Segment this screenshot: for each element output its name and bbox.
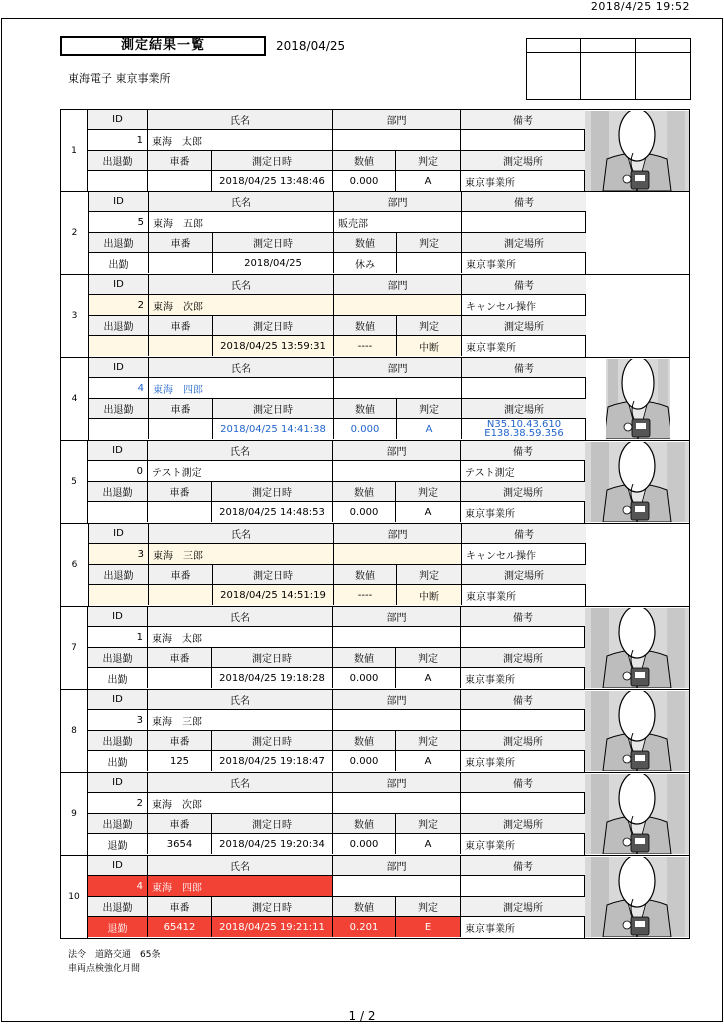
id-header: ID <box>88 110 148 130</box>
judgement-value: A <box>396 668 461 688</box>
judgement-header: 判定 <box>396 814 461 834</box>
name-value: 東海 次郎 <box>148 793 333 814</box>
photo-cell <box>585 773 689 855</box>
approval-stamp-box <box>526 38 691 100</box>
datetime-value: 2018/04/25 19:20:34 <box>212 834 333 854</box>
dept-value <box>333 627 461 648</box>
location-value: 東京事業所 <box>465 508 515 520</box>
record-number: 2 <box>61 192 89 274</box>
remarks-value <box>461 710 585 731</box>
report-title: 測定結果一覧 <box>60 36 266 56</box>
vehicle-value <box>149 419 213 439</box>
vehicle-value: 65412 <box>148 917 212 937</box>
name-value: 東海 四郎 <box>149 378 334 399</box>
value-header: 数値 <box>333 731 396 751</box>
stamp-cell <box>527 53 581 99</box>
judgement-value: A <box>397 419 462 439</box>
attendance-header: 出退勤 <box>88 151 148 171</box>
driver-photo <box>585 111 689 191</box>
value-header: 数値 <box>334 399 397 419</box>
remarks-value: キャンセル操作 <box>462 295 586 316</box>
id-value: 1 <box>88 627 148 648</box>
name-value: 東海 三郎 <box>149 544 334 565</box>
name-header: 氏名 <box>148 856 333 876</box>
measurement-value: 休み <box>334 253 397 273</box>
record-number: 1 <box>61 110 88 191</box>
dept-value <box>334 378 462 399</box>
id-value: 5 <box>89 212 149 233</box>
judgement-value: A <box>396 171 461 191</box>
id-header: ID <box>89 524 149 544</box>
judgement-header: 判定 <box>396 897 461 917</box>
attendance-value <box>89 336 149 356</box>
name-header: 氏名 <box>148 690 333 710</box>
judgement-value: A <box>396 834 461 854</box>
value-header: 数値 <box>333 482 396 502</box>
id-header: ID <box>88 690 148 710</box>
vehicle-header: 車番 <box>148 814 212 834</box>
vehicle-header: 車番 <box>149 233 213 253</box>
record-number: 3 <box>61 275 89 357</box>
id-header: ID <box>89 192 149 212</box>
location-header: 測定場所 <box>461 897 585 917</box>
photo-cell <box>585 856 689 938</box>
name-header: 氏名 <box>149 192 334 212</box>
measurement-value: 0.000 <box>333 171 396 191</box>
datetime-value: 2018/04/25 19:21:11 <box>212 917 333 937</box>
record-number: 5 <box>61 441 88 523</box>
attendance-header: 出退勤 <box>88 482 148 502</box>
record-grid <box>89 358 586 440</box>
stamp-header-cell <box>581 39 635 53</box>
datetime-value: 2018/04/25 13:48:46 <box>212 171 333 191</box>
judgement-value: A <box>396 502 461 522</box>
vehicle-header: 車番 <box>148 151 212 171</box>
record-row <box>60 109 690 192</box>
attendance-header: 出退勤 <box>89 316 149 336</box>
name-header: 氏名 <box>148 607 333 627</box>
dept-header: 部門 <box>333 110 461 130</box>
remarks-header: 備考 <box>461 856 585 876</box>
judgement-value <box>397 253 462 273</box>
name-value: 東海 三郎 <box>148 710 333 731</box>
name-value: 東海 五郎 <box>149 212 334 233</box>
attendance-value <box>89 585 149 605</box>
driver-photo <box>585 608 689 688</box>
record-grid <box>88 607 585 689</box>
vehicle-value <box>148 502 212 522</box>
judgement-header: 判定 <box>397 399 462 419</box>
name-header: 氏名 <box>148 441 333 461</box>
dept-header: 部門 <box>333 856 461 876</box>
dept-header: 部門 <box>333 607 461 627</box>
judgement-header: 判定 <box>396 482 461 502</box>
location-header: 測定場所 <box>462 316 586 336</box>
vehicle-value: 125 <box>148 751 212 771</box>
id-value: 0 <box>88 461 148 482</box>
remarks-header: 備考 <box>461 607 585 627</box>
dept-value <box>333 710 461 731</box>
attendance-header: 出退勤 <box>89 565 149 585</box>
name-header: 氏名 <box>149 358 334 378</box>
location-header: 測定場所 <box>462 565 586 585</box>
dept-value: 販売部 <box>334 212 462 233</box>
record-number: 7 <box>61 607 88 689</box>
dept-header: 部門 <box>333 690 461 710</box>
remarks-header: 備考 <box>462 524 586 544</box>
photo-cell <box>586 192 689 274</box>
id-value: 1 <box>88 130 148 151</box>
dept-header: 部門 <box>334 358 462 378</box>
dept-header: 部門 <box>333 441 461 461</box>
attendance-header: 出退勤 <box>89 399 149 419</box>
datetime-header: 測定日時 <box>212 897 333 917</box>
id-value: 4 <box>89 378 149 399</box>
name-header: 氏名 <box>149 275 334 295</box>
measurement-value: ---- <box>334 585 397 605</box>
measurement-value: 0.000 <box>333 668 396 688</box>
photo-cell <box>585 607 689 689</box>
vehicle-value: 3654 <box>148 834 212 854</box>
company-name: 東海電子 東京事業所 <box>68 72 171 85</box>
measurement-value: 0.000 <box>333 834 396 854</box>
measurement-value: 0.000 <box>333 502 396 522</box>
page-number: 1 / 2 <box>348 1009 376 1023</box>
dept-header: 部門 <box>334 275 462 295</box>
datetime-header: 測定日時 <box>212 731 333 751</box>
location-header: 測定場所 <box>462 233 586 253</box>
judgement-value: A <box>396 751 461 771</box>
vehicle-header: 車番 <box>149 316 213 336</box>
location-header: 測定場所 <box>461 151 585 171</box>
vehicle-value <box>149 253 213 273</box>
datetime-value: 2018/04/25 19:18:47 <box>212 751 333 771</box>
datetime-header: 測定日時 <box>212 814 333 834</box>
vehicle-header: 車番 <box>148 648 212 668</box>
remarks-header: 備考 <box>461 110 585 130</box>
location-value: 東京事業所 <box>465 840 515 852</box>
record-row <box>60 358 690 441</box>
name-header: 氏名 <box>148 773 333 793</box>
stamp-cell <box>581 53 635 99</box>
location-value: 東京事業所 <box>465 674 515 686</box>
measurement-value: 0.000 <box>334 419 397 439</box>
attendance-header: 出退勤 <box>88 814 148 834</box>
location-value: N35.10.43.610 E138.38.59.356 <box>484 419 564 439</box>
remarks-header: 備考 <box>462 275 586 295</box>
location-header: 測定場所 <box>461 731 585 751</box>
value-header: 数値 <box>334 565 397 585</box>
remarks-value: キャンセル操作 <box>462 544 586 565</box>
records-table <box>60 109 690 939</box>
datetime-value: 2018/04/25 13:59:31 <box>213 336 334 356</box>
remarks-value: テスト測定 <box>461 461 585 482</box>
dept-value <box>334 544 462 565</box>
remarks-value <box>461 793 585 814</box>
remarks-value <box>462 212 586 233</box>
record-grid <box>89 524 586 606</box>
record-row <box>60 192 690 275</box>
remarks-header: 備考 <box>462 192 586 212</box>
dept-value <box>334 295 462 316</box>
name-value: 東海 太郎 <box>148 627 333 648</box>
attendance-value: 出勤 <box>88 668 148 688</box>
dept-value <box>333 130 461 151</box>
record-grid <box>89 192 586 274</box>
remarks-header: 備考 <box>462 358 586 378</box>
vehicle-header: 車番 <box>149 565 213 585</box>
record-number: 6 <box>61 524 89 606</box>
dept-header: 部門 <box>333 773 461 793</box>
record-grid <box>89 275 586 357</box>
measurement-value: ---- <box>334 336 397 356</box>
vehicle-header: 車番 <box>148 482 212 502</box>
judgement-header: 判定 <box>396 648 461 668</box>
record-row <box>60 524 690 607</box>
datetime-header: 測定日時 <box>212 151 333 171</box>
record-grid <box>88 773 585 855</box>
judgement-header: 判定 <box>397 233 462 253</box>
record-number: 9 <box>61 773 88 855</box>
datetime-value: 2018/04/25 14:51:19 <box>213 585 334 605</box>
value-header: 数値 <box>334 233 397 253</box>
location-value: 東京事業所 <box>465 177 515 189</box>
id-value: 4 <box>88 876 148 897</box>
location-header: 測定場所 <box>462 399 586 419</box>
name-header: 氏名 <box>149 524 334 544</box>
name-value: 東海 次郎 <box>149 295 334 316</box>
remarks-header: 備考 <box>461 690 585 710</box>
id-value: 3 <box>89 544 149 565</box>
vehicle-value <box>148 668 212 688</box>
location-value: 東京事業所 <box>466 591 516 603</box>
datetime-header: 測定日時 <box>213 316 334 336</box>
name-header: 氏名 <box>148 110 333 130</box>
record-row <box>60 607 690 690</box>
attendance-header: 出退勤 <box>88 897 148 917</box>
id-header: ID <box>88 773 148 793</box>
driver-photo <box>585 442 689 522</box>
id-header: ID <box>88 607 148 627</box>
location-value: 東京事業所 <box>466 342 516 354</box>
location-header: 測定場所 <box>461 648 585 668</box>
datetime-header: 測定日時 <box>213 565 334 585</box>
record-number: 4 <box>61 358 89 440</box>
datetime-header: 測定日時 <box>213 399 334 419</box>
vehicle-value <box>149 585 213 605</box>
id-value: 3 <box>88 710 148 731</box>
report-date: 2018/04/25 <box>276 39 346 53</box>
datetime-value: 2018/04/25 <box>213 253 334 273</box>
id-header: ID <box>89 275 149 295</box>
dept-header: 部門 <box>334 192 462 212</box>
photo-cell <box>585 110 689 191</box>
record-number: 10 <box>61 856 88 938</box>
record-row <box>60 275 690 358</box>
judgement-header: 判定 <box>396 731 461 751</box>
driver-photo <box>606 359 670 439</box>
judgement-value: 中断 <box>397 585 462 605</box>
stamp-header-cell <box>636 39 690 53</box>
remarks-value <box>461 627 585 648</box>
remarks-header: 備考 <box>461 441 585 461</box>
record-grid <box>88 110 585 191</box>
footer-notes <box>68 948 160 976</box>
record-grid <box>88 441 585 523</box>
remarks-header: 備考 <box>461 773 585 793</box>
name-value: 東海 太郎 <box>148 130 333 151</box>
location-value: 東京事業所 <box>466 259 516 271</box>
driver-photo <box>585 857 689 937</box>
name-value: テスト測定 <box>148 461 333 482</box>
vehicle-header: 車番 <box>148 897 212 917</box>
record-row <box>60 856 690 939</box>
record-number: 8 <box>61 690 88 772</box>
value-header: 数値 <box>333 648 396 668</box>
vehicle-header: 車番 <box>148 731 212 751</box>
datetime-header: 測定日時 <box>213 233 334 253</box>
id-header: ID <box>88 441 148 461</box>
record-row <box>60 441 690 524</box>
footer-line-2: 車両点検強化月間 <box>68 964 141 974</box>
attendance-value: 出勤 <box>89 253 149 273</box>
remarks-value <box>461 130 585 151</box>
record-row <box>60 773 690 856</box>
datetime-value: 2018/04/25 14:41:38 <box>213 419 334 439</box>
measurement-value: 0.201 <box>333 917 396 937</box>
record-grid <box>88 856 585 938</box>
dept-value <box>333 793 461 814</box>
photo-cell <box>585 441 689 523</box>
attendance-value <box>89 419 149 439</box>
attendance-header: 出退勤 <box>88 731 148 751</box>
attendance-header: 出退勤 <box>89 233 149 253</box>
dept-value <box>333 461 461 482</box>
vehicle-value <box>148 171 212 191</box>
id-header: ID <box>89 358 149 378</box>
photo-cell <box>585 690 689 772</box>
id-header: ID <box>88 856 148 876</box>
id-value: 2 <box>89 295 149 316</box>
stamp-cell <box>636 53 690 99</box>
driver-photo <box>585 691 689 771</box>
record-grid <box>88 690 585 772</box>
judgement-header: 判定 <box>396 151 461 171</box>
value-header: 数値 <box>334 316 397 336</box>
id-value: 2 <box>88 793 148 814</box>
attendance-header: 出退勤 <box>88 648 148 668</box>
judgement-header: 判定 <box>397 316 462 336</box>
judgement-header: 判定 <box>397 565 462 585</box>
location-header: 測定場所 <box>461 814 585 834</box>
location-value: 東京事業所 <box>465 923 515 935</box>
datetime-header: 測定日時 <box>212 648 333 668</box>
vehicle-value <box>149 336 213 356</box>
attendance-value: 退勤 <box>88 917 148 937</box>
location-value: 東京事業所 <box>465 757 515 769</box>
record-row <box>60 690 690 773</box>
attendance-value: 出勤 <box>88 751 148 771</box>
measurement-value: 0.000 <box>333 751 396 771</box>
value-header: 数値 <box>333 897 396 917</box>
datetime-value: 2018/04/25 19:18:28 <box>212 668 333 688</box>
attendance-value <box>88 502 148 522</box>
judgement-value: E <box>396 917 461 937</box>
stamp-header-cell <box>527 39 581 53</box>
value-header: 数値 <box>333 814 396 834</box>
attendance-value: 退勤 <box>88 834 148 854</box>
driver-photo <box>585 774 689 854</box>
dept-header: 部門 <box>334 524 462 544</box>
footer-line-1: 法令 道路交通 65条 <box>68 950 161 960</box>
vehicle-header: 車番 <box>149 399 213 419</box>
location-header: 測定場所 <box>461 482 585 502</box>
print-timestamp: 2018/4/25 19:52 <box>590 0 690 13</box>
photo-cell <box>586 358 689 440</box>
dept-value <box>333 876 461 897</box>
value-header: 数値 <box>333 151 396 171</box>
datetime-value: 2018/04/25 14:48:53 <box>212 502 333 522</box>
attendance-value <box>88 171 148 191</box>
remarks-value <box>462 378 586 399</box>
photo-cell <box>586 275 689 357</box>
photo-cell <box>586 524 689 606</box>
datetime-header: 測定日時 <box>212 482 333 502</box>
remarks-value <box>461 876 585 897</box>
name-value: 東海 四郎 <box>148 876 333 897</box>
judgement-value: 中断 <box>397 336 462 356</box>
